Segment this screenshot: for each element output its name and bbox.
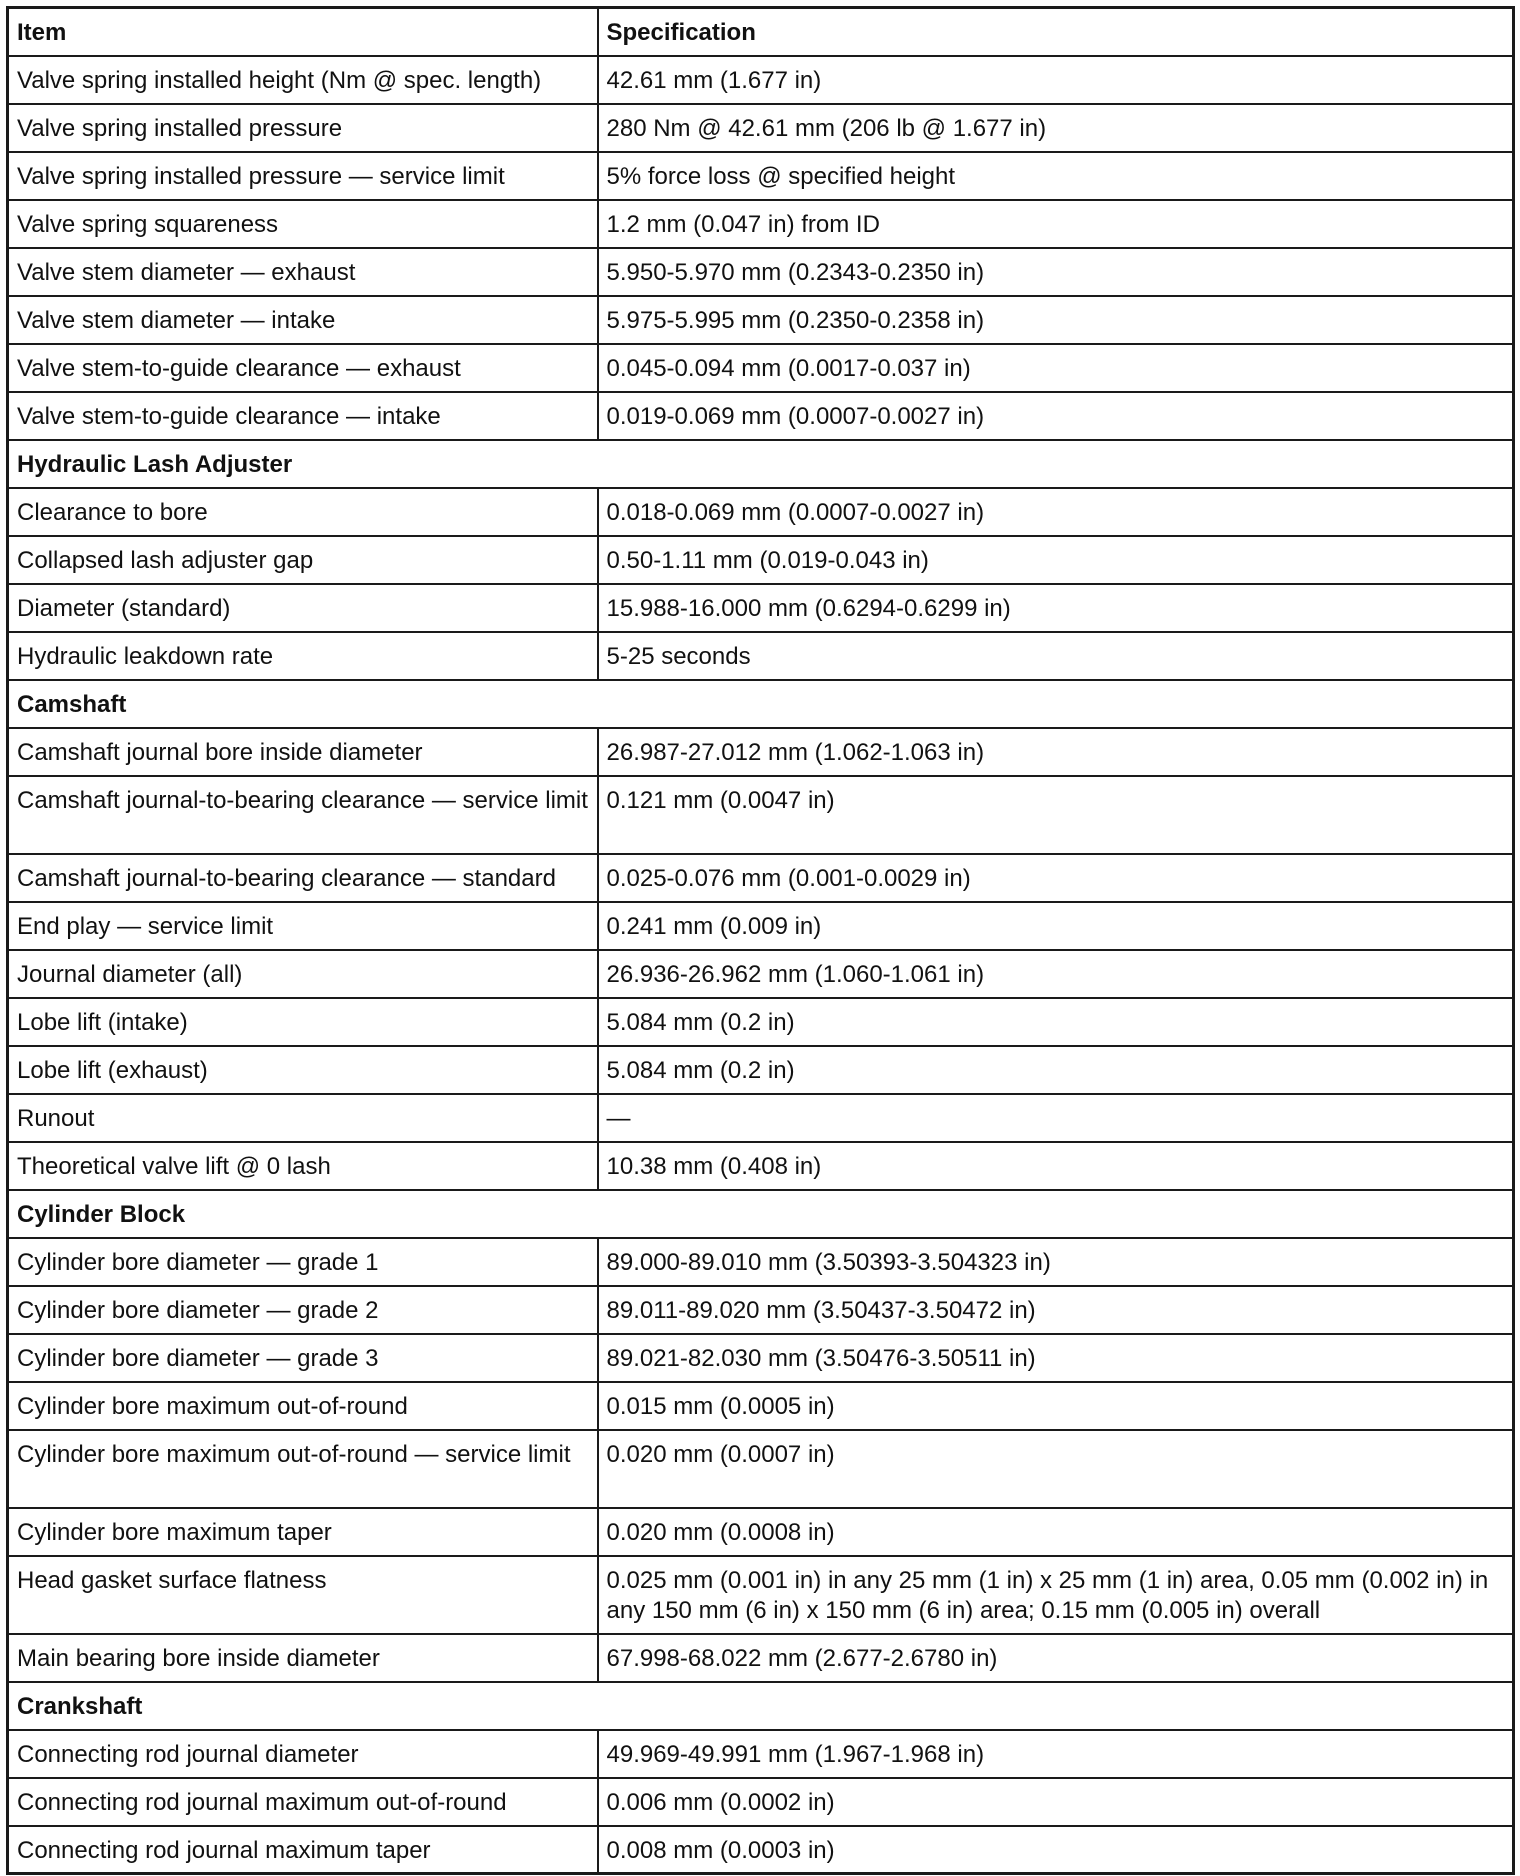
item-cell: Cylinder bore diameter — grade 2	[8, 1286, 598, 1334]
table-row	[8, 1046, 1514, 1094]
table-row	[8, 1094, 1514, 1142]
table-row	[8, 1142, 1514, 1190]
item-cell: Clearance to bore	[8, 488, 598, 536]
specification-cell: 10.38 mm (0.408 in)	[598, 1142, 1514, 1190]
item-cell: Camshaft journal-to-bearing clearance — service limit	[8, 776, 598, 854]
column-header-item: Item	[8, 8, 598, 56]
table-row	[8, 1778, 1514, 1826]
specification-cell: 0.025-0.076 mm (0.001-0.0029 in)	[598, 854, 1514, 902]
section-title: Camshaft	[8, 680, 1514, 728]
specification-cell: 5.975-5.995 mm (0.2350-0.2358 in)	[598, 296, 1514, 344]
specification-cell: 89.021-82.030 mm (3.50476-3.50511 in)	[598, 1334, 1514, 1382]
table-row	[8, 1508, 1514, 1556]
section-title: Hydraulic Lash Adjuster	[8, 440, 1514, 488]
specification-cell: 5.084 mm (0.2 in)	[598, 998, 1514, 1046]
specification-cell: —	[598, 1094, 1514, 1142]
item-cell: Lobe lift (intake)	[8, 998, 598, 1046]
specification-cell: 0.045-0.094 mm (0.0017-0.037 in)	[598, 344, 1514, 392]
item-cell: Main bearing bore inside diameter	[8, 1634, 598, 1682]
item-cell: Cylinder bore diameter — grade 3	[8, 1334, 598, 1382]
specification-cell: 26.987-27.012 mm (1.062-1.063 in)	[598, 728, 1514, 776]
table-row	[8, 1382, 1514, 1430]
section-header-row	[8, 1682, 1514, 1730]
item-cell: Lobe lift (exhaust)	[8, 1046, 598, 1094]
column-header-specification: Specification	[598, 8, 1514, 56]
section-header-row	[8, 440, 1514, 488]
specification-cell: 5.084 mm (0.2 in)	[598, 1046, 1514, 1094]
item-cell: Valve spring squareness	[8, 200, 598, 248]
specification-cell: 280 Nm @ 42.61 mm (206 lb @ 1.677 in)	[598, 104, 1514, 152]
table-row	[8, 152, 1514, 200]
table-row	[8, 1286, 1514, 1334]
item-cell: Hydraulic leakdown rate	[8, 632, 598, 680]
item-cell: Connecting rod journal maximum taper	[8, 1826, 598, 1874]
item-cell: End play — service limit	[8, 902, 598, 950]
table-row	[8, 1730, 1514, 1778]
specification-cell: 0.020 mm (0.0007 in)	[598, 1430, 1514, 1508]
table-row	[8, 1238, 1514, 1286]
specification-cell: 89.011-89.020 mm (3.50437-3.50472 in)	[598, 1286, 1514, 1334]
table-row	[8, 632, 1514, 680]
table-row	[8, 854, 1514, 902]
table-row	[8, 1334, 1514, 1382]
item-cell: Connecting rod journal maximum out-of-round	[8, 1778, 598, 1826]
specification-cell: 0.025 mm (0.001 in) in any 25 mm (1 in) x 25 mm (1 in) area, 0.05 mm (0.002 in) in any 150 mm (6 in) x 150 mm (6 in) area; 0.15 mm (0.005 in) overall	[598, 1556, 1514, 1634]
item-cell: Connecting rod journal diameter	[8, 1730, 598, 1778]
table-row	[8, 248, 1514, 296]
specification-cell: 0.121 mm (0.0047 in)	[598, 776, 1514, 854]
specification-table	[6, 6, 1515, 1875]
specification-cell: 0.019-0.069 mm (0.0007-0.0027 in)	[598, 392, 1514, 440]
specification-cell: 0.50-1.11 mm (0.019-0.043 in)	[598, 536, 1514, 584]
item-cell: Valve spring installed pressure — service limit	[8, 152, 598, 200]
section-title: Crankshaft	[8, 1682, 1514, 1730]
table-row	[8, 728, 1514, 776]
table-row	[8, 1430, 1514, 1508]
specification-cell: 5% force loss @ specified height	[598, 152, 1514, 200]
table-row	[8, 950, 1514, 998]
item-cell: Valve stem diameter — intake	[8, 296, 598, 344]
specification-cell: 26.936-26.962 mm (1.060-1.061 in)	[598, 950, 1514, 998]
section-header-row	[8, 680, 1514, 728]
table-row	[8, 902, 1514, 950]
specification-cell: 42.61 mm (1.677 in)	[598, 56, 1514, 104]
item-cell: Valve spring installed height (Nm @ spec. length)	[8, 56, 598, 104]
specification-cell: 1.2 mm (0.047 in) from ID	[598, 200, 1514, 248]
item-cell: Camshaft journal-to-bearing clearance — standard	[8, 854, 598, 902]
table-row	[8, 1634, 1514, 1682]
item-cell: Journal diameter (all)	[8, 950, 598, 998]
specification-cell: 0.006 mm (0.0002 in)	[598, 1778, 1514, 1826]
table-row	[8, 1556, 1514, 1634]
table-row	[8, 344, 1514, 392]
item-cell: Camshaft journal bore inside diameter	[8, 728, 598, 776]
specification-cell: 0.241 mm (0.009 in)	[598, 902, 1514, 950]
specification-cell: 15.988-16.000 mm (0.6294-0.6299 in)	[598, 584, 1514, 632]
specification-cell: 0.008 mm (0.0003 in)	[598, 1826, 1514, 1874]
table-row	[8, 998, 1514, 1046]
table-row	[8, 776, 1514, 854]
table-row	[8, 392, 1514, 440]
item-cell: Valve stem diameter — exhaust	[8, 248, 598, 296]
table-row	[8, 104, 1514, 152]
table-row	[8, 584, 1514, 632]
table-row	[8, 200, 1514, 248]
specification-cell: 49.969-49.991 mm (1.967-1.968 in)	[598, 1730, 1514, 1778]
table-row	[8, 488, 1514, 536]
specification-cell: 67.998-68.022 mm (2.677-2.6780 in)	[598, 1634, 1514, 1682]
item-cell: Valve stem-to-guide clearance — exhaust	[8, 344, 598, 392]
item-cell: Cylinder bore maximum out-of-round — service limit	[8, 1430, 598, 1508]
item-cell: Theoretical valve lift @ 0 lash	[8, 1142, 598, 1190]
item-cell: Cylinder bore maximum out-of-round	[8, 1382, 598, 1430]
item-cell: Valve stem-to-guide clearance — intake	[8, 392, 598, 440]
specification-cell: 89.000-89.010 mm (3.50393-3.504323 in)	[598, 1238, 1514, 1286]
table-row	[8, 1826, 1514, 1874]
table-row	[8, 536, 1514, 584]
item-cell: Head gasket surface flatness	[8, 1556, 598, 1634]
table-row	[8, 296, 1514, 344]
item-cell: Cylinder bore maximum taper	[8, 1508, 598, 1556]
table-body	[8, 56, 1514, 1874]
table-row	[8, 56, 1514, 104]
specification-cell: 0.018-0.069 mm (0.0007-0.0027 in)	[598, 488, 1514, 536]
table-header-row	[8, 8, 1514, 56]
specification-cell: 5.950-5.970 mm (0.2343-0.2350 in)	[598, 248, 1514, 296]
specification-cell: 5-25 seconds	[598, 632, 1514, 680]
section-header-row	[8, 1190, 1514, 1238]
item-cell: Valve spring installed pressure	[8, 104, 598, 152]
specification-cell: 0.015 mm (0.0005 in)	[598, 1382, 1514, 1430]
item-cell: Runout	[8, 1094, 598, 1142]
section-title: Cylinder Block	[8, 1190, 1514, 1238]
item-cell: Cylinder bore diameter — grade 1	[8, 1238, 598, 1286]
item-cell: Diameter (standard)	[8, 584, 598, 632]
item-cell: Collapsed lash adjuster gap	[8, 536, 598, 584]
specification-cell: 0.020 mm (0.0008 in)	[598, 1508, 1514, 1556]
